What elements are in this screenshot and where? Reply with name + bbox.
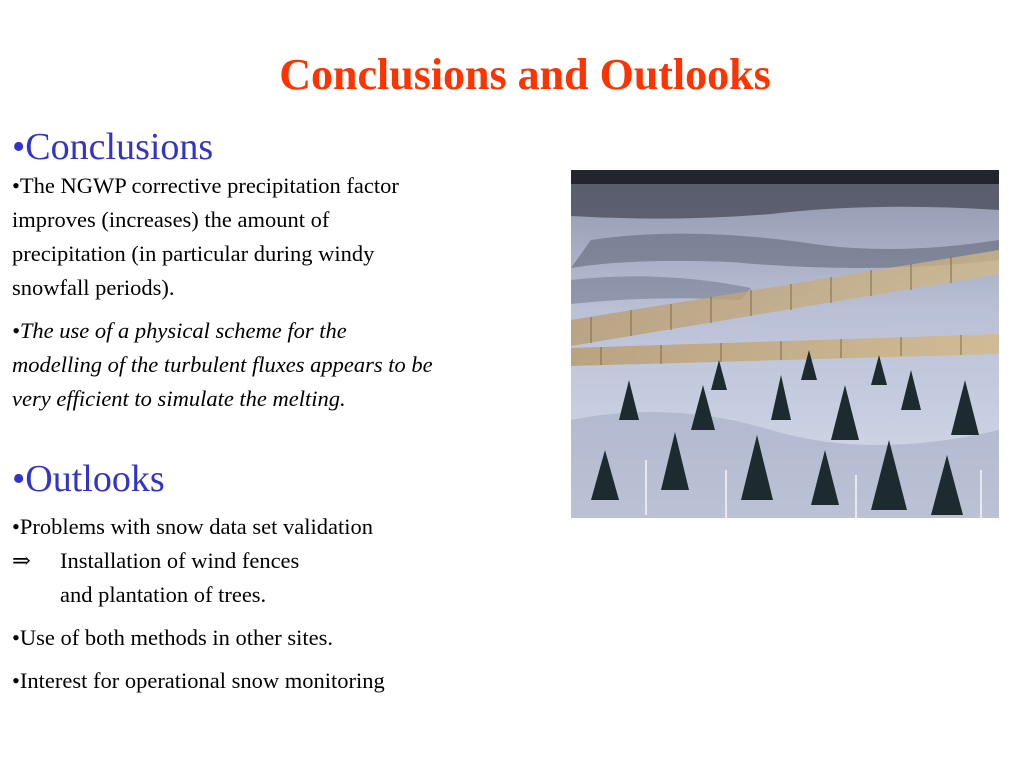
implication-line [12,544,373,578]
implies-arrow-icon: ⇒ [12,548,31,573]
snow-field-illustration [571,170,999,518]
text-line: •Use of both methods in other sites. [12,625,333,650]
text-line: Installation of wind fences [60,548,300,573]
snow-field-photo [571,170,999,518]
outlook-bullet-validation [12,510,373,612]
outlooks-heading: •Outlooks [12,458,165,500]
conclusion-bullet-physical-scheme [12,314,433,416]
text-line: •Problems with snow data set validation [12,514,373,539]
text-line: •Interest for operational snow monitoring [12,668,385,693]
conclusions-heading: •Conclusions [12,126,214,168]
conclusion-bullet-ngwp [12,169,399,305]
text-line: precipitation (in particular during windy [12,241,375,266]
text-line: very efficient to simulate the melting. [12,386,346,411]
text-line: and plantation of trees. [60,582,267,607]
text-line: modelling of the turbulent fluxes appears to be [12,352,433,377]
outlook-bullet-monitoring [12,664,385,698]
text-line: •The use of a physical scheme for the [12,318,347,343]
text-line: improves (increases) the amount of [12,207,330,232]
slide-title: Conclusions and Outlooks [279,50,771,99]
text-line: snowfall periods). [12,275,175,300]
outlook-bullet-other-sites [12,621,333,655]
text-line: •The NGWP corrective precipitation factor [12,173,399,198]
